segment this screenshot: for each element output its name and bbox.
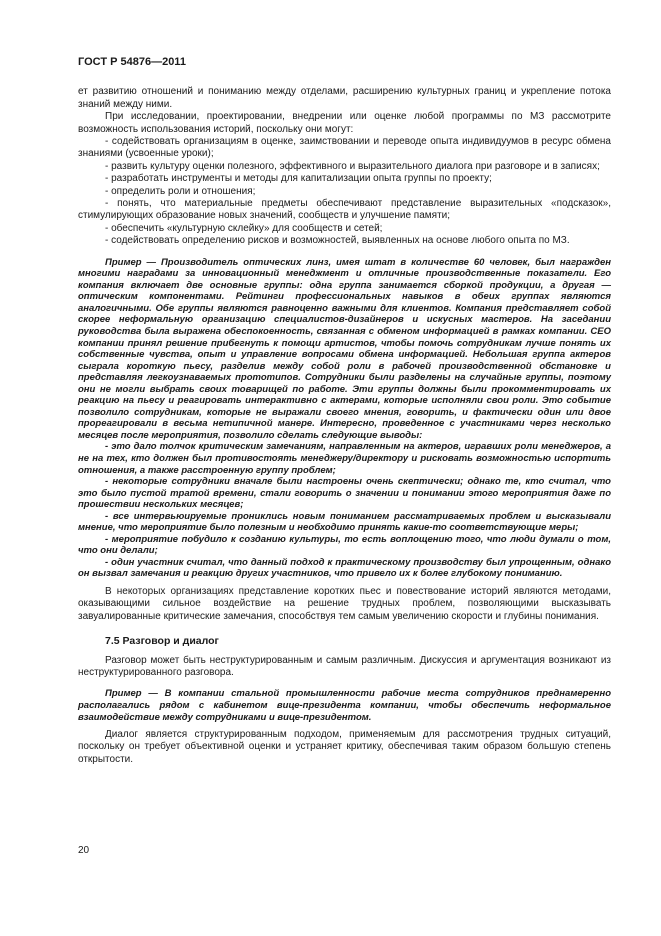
list-item: - определить роли и отношения; bbox=[105, 185, 256, 197]
example-steel-company bbox=[78, 688, 611, 723]
example-list-item: - все интервьюируемые прониклись новым пониманием рассматриваемых проблем и высказывали мнение, что мероприятие было полезным и необходимо принять какие-то соответствующие меры; bbox=[78, 510, 611, 534]
list-item: - разработать инструменты и методы для капитализации опыта группы по проекту; bbox=[105, 173, 492, 185]
paragraph-conversation: Разговор может быть неструктурированным и самым различным. Дискуссия и аргументация возникают из неструктурированного разговора. bbox=[78, 654, 611, 679]
example-text: Пример — В компании стальной промышленности рабочие места сотрудников преднамеренно располагались рядом с кабинетом вице-президента компании, чтобы обеспечить неформальное взаимодействие между сотрудниками и вице-президентом. bbox=[78, 688, 611, 723]
paragraph-continuation: ет развитию отношений и пониманию между отделами, расширению культурных границ и укрепление потока знаний между ними. bbox=[78, 86, 611, 110]
list-item: - содействовать определению рисков и возможностей, выявленных на основе любого опыта по МЗ. bbox=[105, 235, 570, 247]
paragraph-stories-intro: При исследовании, проектировании, внедрении или оценке любой программы по МЗ рассмотрите возможность использования историй, поскольку они могут: bbox=[78, 111, 611, 135]
example-list-item: - это дало толчок критическим замечаниям, направленным на актеров, игравших роли менеджеров, а не на тех, кто должен был противостоять менеджеру/директору и рисковать возможностью испортить отношения, а также расстроенную группу проблем; bbox=[78, 441, 611, 476]
example-lens-manufacturer bbox=[78, 257, 611, 580]
section-heading: 7.5 Разговор и диалог bbox=[105, 635, 219, 648]
example-list-item: - некоторые сотрудники вначале были настроены очень скептически; однако те, кто считал, что это было пустой тратой времени, стали говорить о значении и понимании этого мероприятия даже по прошествии нескольких месяцев; bbox=[78, 476, 611, 511]
list-item: - содействовать организациям в оценке, заимствовании и переводе опыта индивидуумов в ресурс обмена знаниями (усвоенные уроки); bbox=[78, 136, 611, 160]
paragraph-short-plays: В некоторых организациях представление коротких пьес и повествование историй являются методами, оказывающими сильное воздействие на решение трудных проблем, позволяющими высказывать завуалированные критические замечания, способствуя тем самым увеличению скорости и глубины понимания. bbox=[78, 586, 611, 622]
stories-benefits-list bbox=[78, 136, 611, 248]
document-header: ГОСТ Р 54876—2011 bbox=[78, 56, 186, 68]
example-text: Пример — Производитель оптических линз, имея штат в количестве 60 человек, был награжден многими наградами за инновационный менеджмент и отличные производственные показатели. Его компания включает две основные группы: одна группа занимается сборкой продукции, а другая — оптическим компонентами. Рейтинги профессиональных навыков в обеих группах являются аналогичными. Обе группы являются равноценно важными для клиентов. Компания представляет собой скорее неформальную организацию специалистов-дизайнеров и искусных мастеров. На заседании руководства была выражена обеспокоенность, связанная с обменом информацией в рамках компании. CEO компании принял решение прибегнуть к помощи артистов, чтобы помочь сотрудникам лучше понять их собственные чувства, опыт и управление вопросами обмена информацией. Небольшая группа актеров сыграла короткую пьесу, разделив между собой роли в рабочей производственной обстановке и представляя легкоузнаваемых прототипов. Сотрудники были разделены на случайные группы, поэтому они не могли выбрать своих товарищей по работе. Эти группы должны были прокомментировать их реакцию на пьесу и реагировать интерактивно с актерами, которые исполняли свои роли. Это событие позволило сотрудникам, которые не выражали своего мнения, говорить, и фактически один или двое прореагировали в весьма нетипичной манере. Интересно, проведенное с участниками через несколько месяцев после мероприятия, позволило сделать следующие выводы: bbox=[78, 256, 611, 441]
example-list-item: - мероприятие побудило к созданию культуры, то есть воплощению того, что люди думали о том, что они делали; bbox=[78, 533, 611, 557]
list-item: - обеспечить «культурную склейку» для сообществ и сетей; bbox=[105, 222, 383, 234]
paragraph-dialogue: Диалог является структурированным подходом, применяемым для рассмотрения трудных ситуаций, поскольку он требует объективной оценки и устраняет критику, обеспечивая таким образом большую степень открытости. bbox=[78, 729, 611, 765]
page-number: 20 bbox=[78, 845, 90, 856]
list-item: - развить культуру оценки полезного, эффективного и выразительного диалога при разговоре и в записях; bbox=[105, 160, 600, 172]
list-item: - понять, что материальные предметы обеспечивают представление выразительных «подсказок», стимулирующих образование новых значений, сообществ и улучшение памяти; bbox=[78, 198, 611, 222]
example-list-item: - один участник считал, что данный подход к практическому производству был упрощенным, однако он вызвал замечания и реакцию других участников, что привело их к более глубокому пониманию. bbox=[78, 556, 611, 580]
